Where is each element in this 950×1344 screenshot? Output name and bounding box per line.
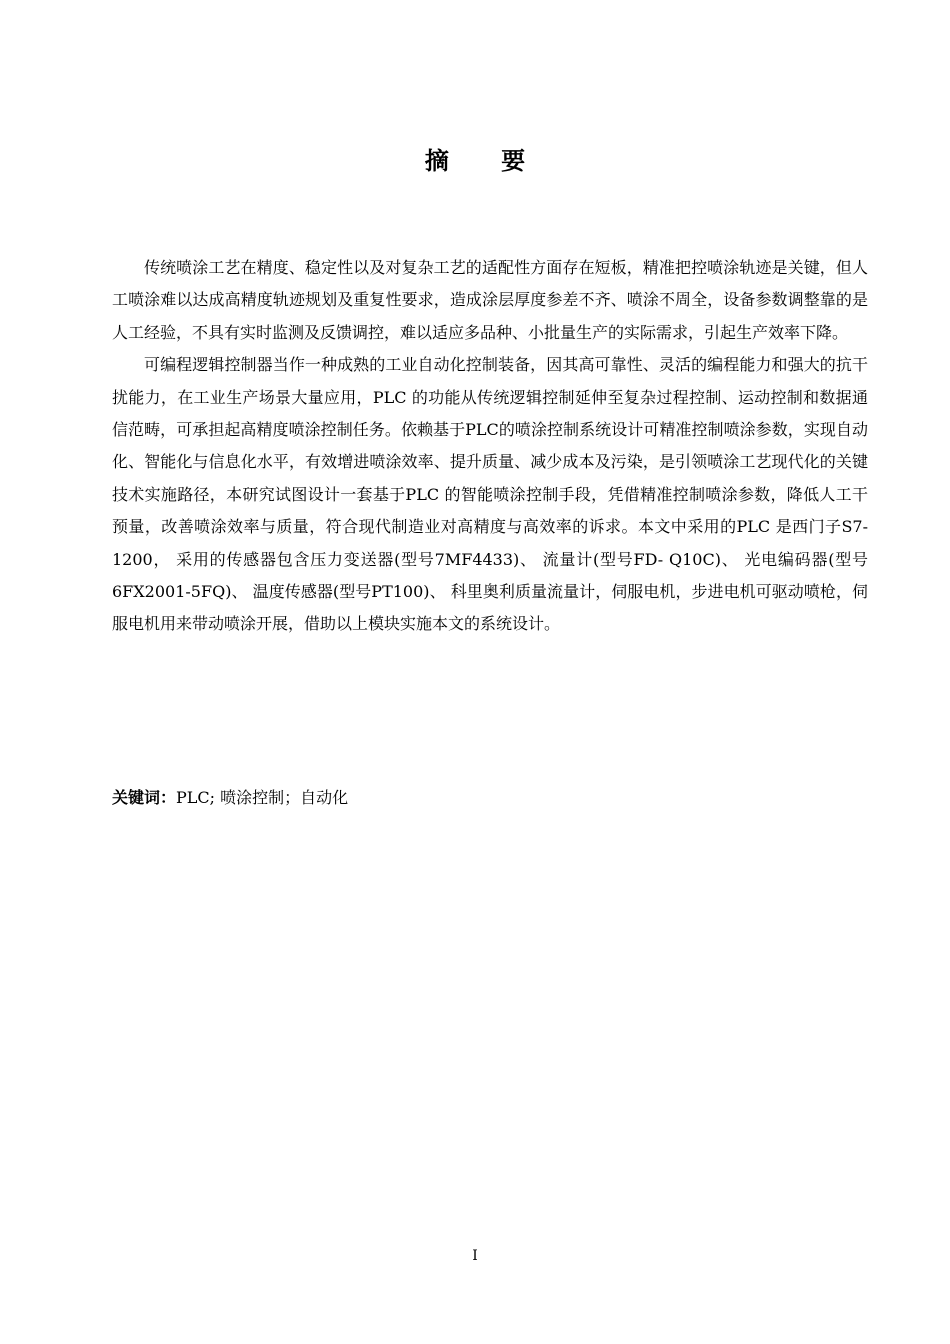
page-number: I: [472, 1248, 478, 1264]
abstract-paragraph-2: 可编程逻辑控制器当作一种成熟的工业自动化控制装备，因其高可靠性、灵活的编程能力和强大的抗干扰能力，在工业生产场景大量应用，PLC 的功能从传统逻辑控制延伸至复杂过程控制、运动控制和数据通信范畴，可承担起高精度喷涂控制任务。依赖基于PLC的喷涂控制系统设计可精准控制喷涂参数，实现自动化、智能化与信息化水平，有效增进喷涂效率、提升质量、减少成本及污染，是引领喷涂工艺现代化的关键技术实施路径，本研究试图设计一套基于PLC 的智能喷涂控制手段，凭借精准控制喷涂参数，降低人工干预量，改善喷涂效率与质量，符合现代制造业对高精度与高效率的诉求。本文中采用的PLC 是西门子S7-1200， 采用的传感器包含压力变送器(型号7MF4433)、 流量计(型号FD- Q10C)、 光电编码器(型号6FX2001-5FQ)、 温度传感器(型号PT100)、 科里奥利质量流量计，伺服电机，步进电机可驱动喷枪，伺服电机用来带动喷涂开展，借助以上模块实施本文的系统设计。: [112, 355, 868, 634]
abstract-title: 摘 要: [424, 147, 548, 175]
abstract-body: [112, 252, 868, 641]
keywords-label: 关键词：: [112, 788, 177, 807]
keywords-line: [112, 783, 868, 813]
abstract-paragraph-1: 传统喷涂工艺在精度、稳定性以及对复杂工艺的适配性方面存在短板，精准把控喷涂轨迹是关键，但人工喷涂难以达成高精度轨迹规划及重复性要求，造成涂层厚度参差不齐、喷涂不周全，设备参数调整靠的是人工经验，不具有实时监测及反馈调控，难以适应多品种、小批量生产的实际需求，引起生产效率下降。: [112, 258, 868, 342]
keywords-text: PLC; 喷涂控制；自动化: [176, 788, 349, 807]
